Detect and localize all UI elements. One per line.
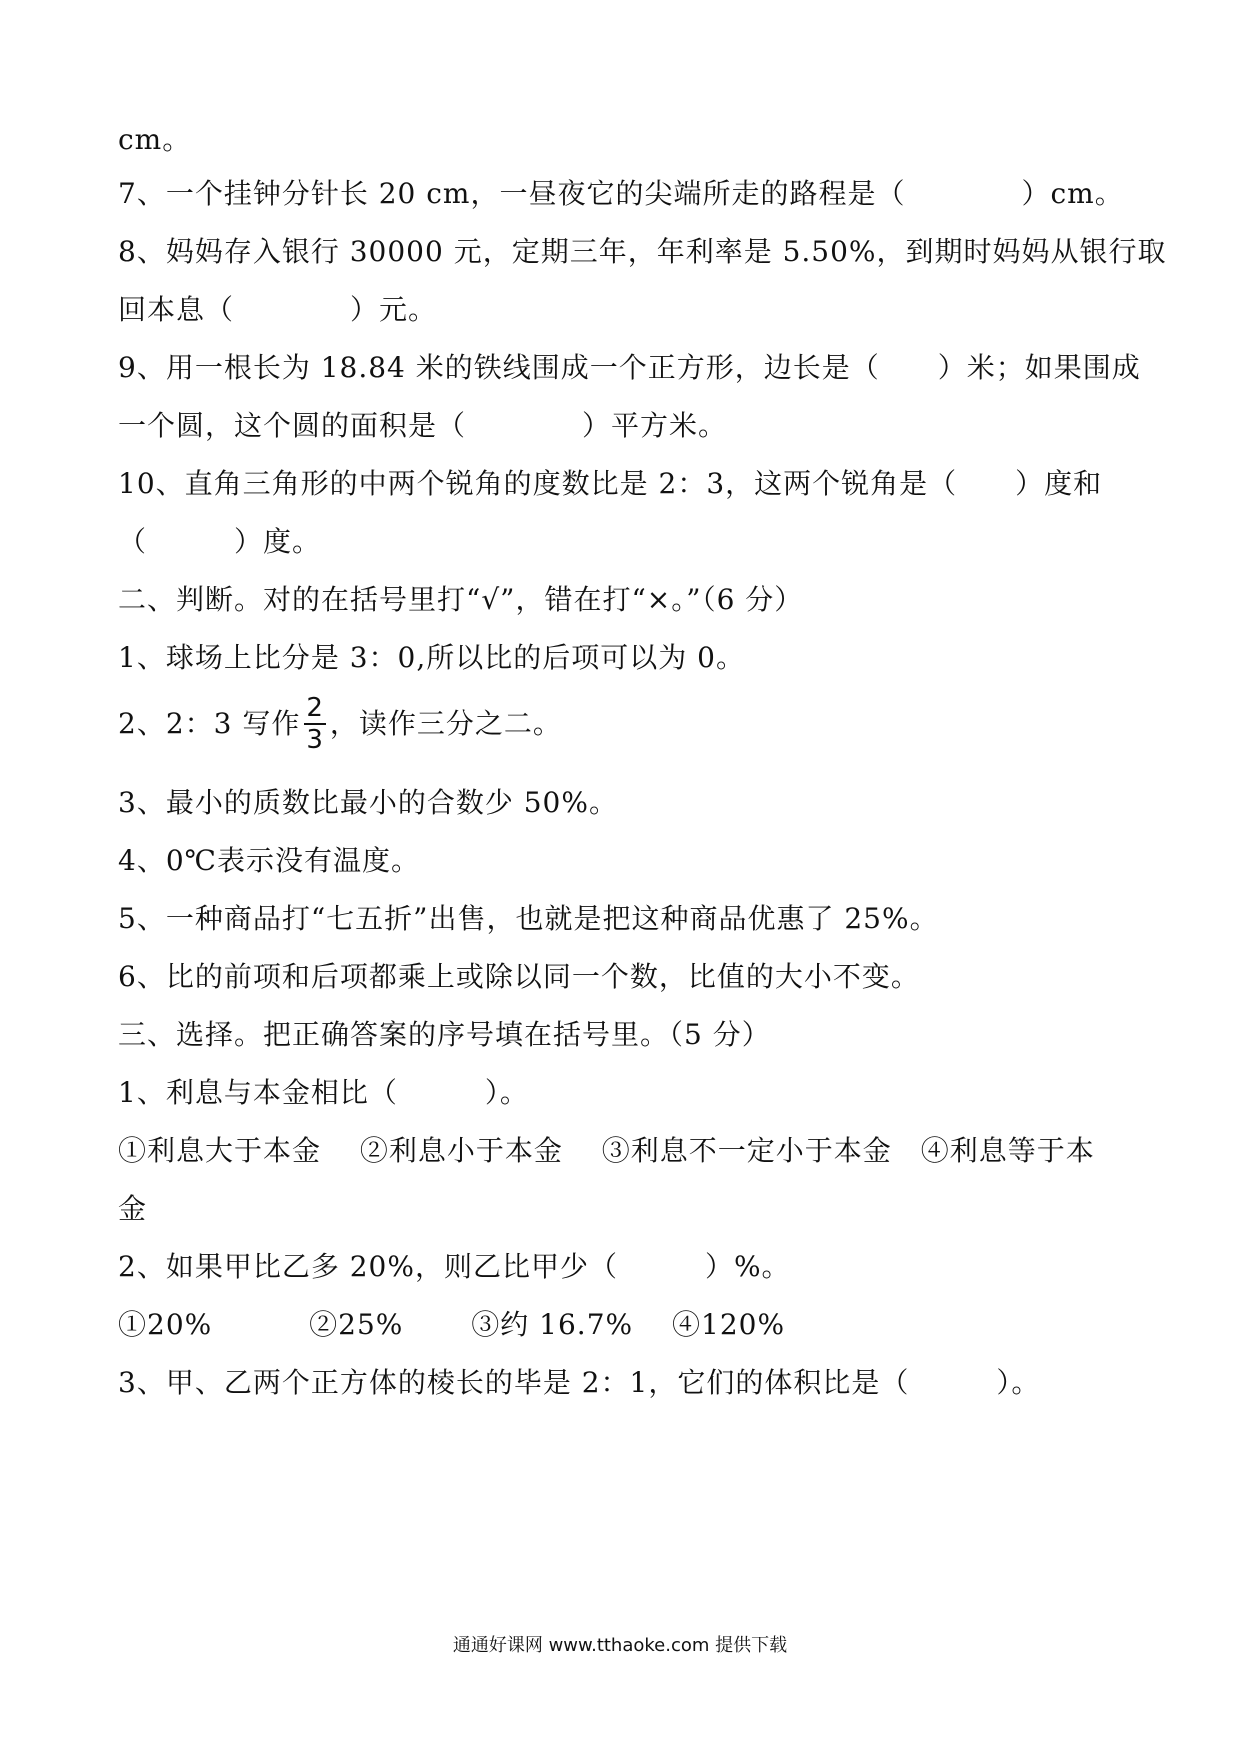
section-3-heading: 三、选择。把正确答案的序号填在括号里。（5 分） [118,1018,771,1051]
judge-item-3: 3、最小的质数比最小的合数少 50%。 [118,786,618,819]
choice-2-options: ①20% ②25% ③约 16.7% ④120% [118,1308,786,1341]
choice-1-options: ①利息大于本金 ②利息小于本金 ③利息不一定小于本金 ④利息等于本 [118,1134,1095,1167]
fraction-numerator: 2 [306,692,324,723]
choice-1-options-cont: 金 [118,1192,148,1225]
page-footer: 通通好课网 www.tthaoke.com 提供下载 [452,1635,788,1656]
choice-question-3: 3、甲、乙两个正方体的棱长的毕是 2：1，它们的体积比是（ ）。 [118,1366,1041,1399]
choice-question-2: 2、如果甲比乙多 20%，则乙比甲少（ ）%。 [118,1250,791,1283]
question-7: 7、一个挂钟分针长 20 cm，一昼夜它的尖端所走的路程是（ ）cm。 [118,177,1124,210]
judge-item-6: 6、比的前项和后项都乘上或除以同一个数，比值的大小不变。 [118,960,920,993]
question-9-line-2: 一个圆，这个圆的面积是（ ）平方米。 [118,409,728,442]
question-10-line-1: 10、直角三角形的中两个锐角的度数比是 2：3，这两个锐角是（ ）度和 [118,467,1103,500]
judge-item-2 [118,692,562,755]
text-line-cm: cm。 [118,123,192,156]
judge-item-2-after: ，读作三分之二。 [329,707,562,740]
judge-item-1: 1、球场上比分是 3：0,所以比的后项可以为 0。 [118,641,745,674]
judge-item-4: 4、0℃表示没有温度。 [118,844,420,877]
question-9-line-1: 9、用一根长为 18.84 米的铁线围成一个正方形，边长是（ ）米；如果围成 [118,351,1141,384]
choice-question-1: 1、利息与本金相比（ ）。 [118,1076,529,1109]
question-8-line-2: 回本息（ ）元。 [118,293,438,326]
question-10-line-2: （ ）度。 [118,525,322,558]
section-2-heading: 二、判断。对的在括号里打“√”，错在打“×。”（6 分） [118,583,804,616]
fraction-two-thirds [304,692,326,755]
judge-item-2-before: 2、2：3 写作 [118,707,301,740]
question-8-line-1: 8、妈妈存入银行 30000 元，定期三年，年利率是 5.50%，到期时妈妈从银行取 [118,235,1167,268]
judge-item-5: 5、一种商品打“七五折”出售，也就是把这种商品优惠了 25%。 [118,902,939,935]
fraction-denominator: 3 [306,724,324,755]
